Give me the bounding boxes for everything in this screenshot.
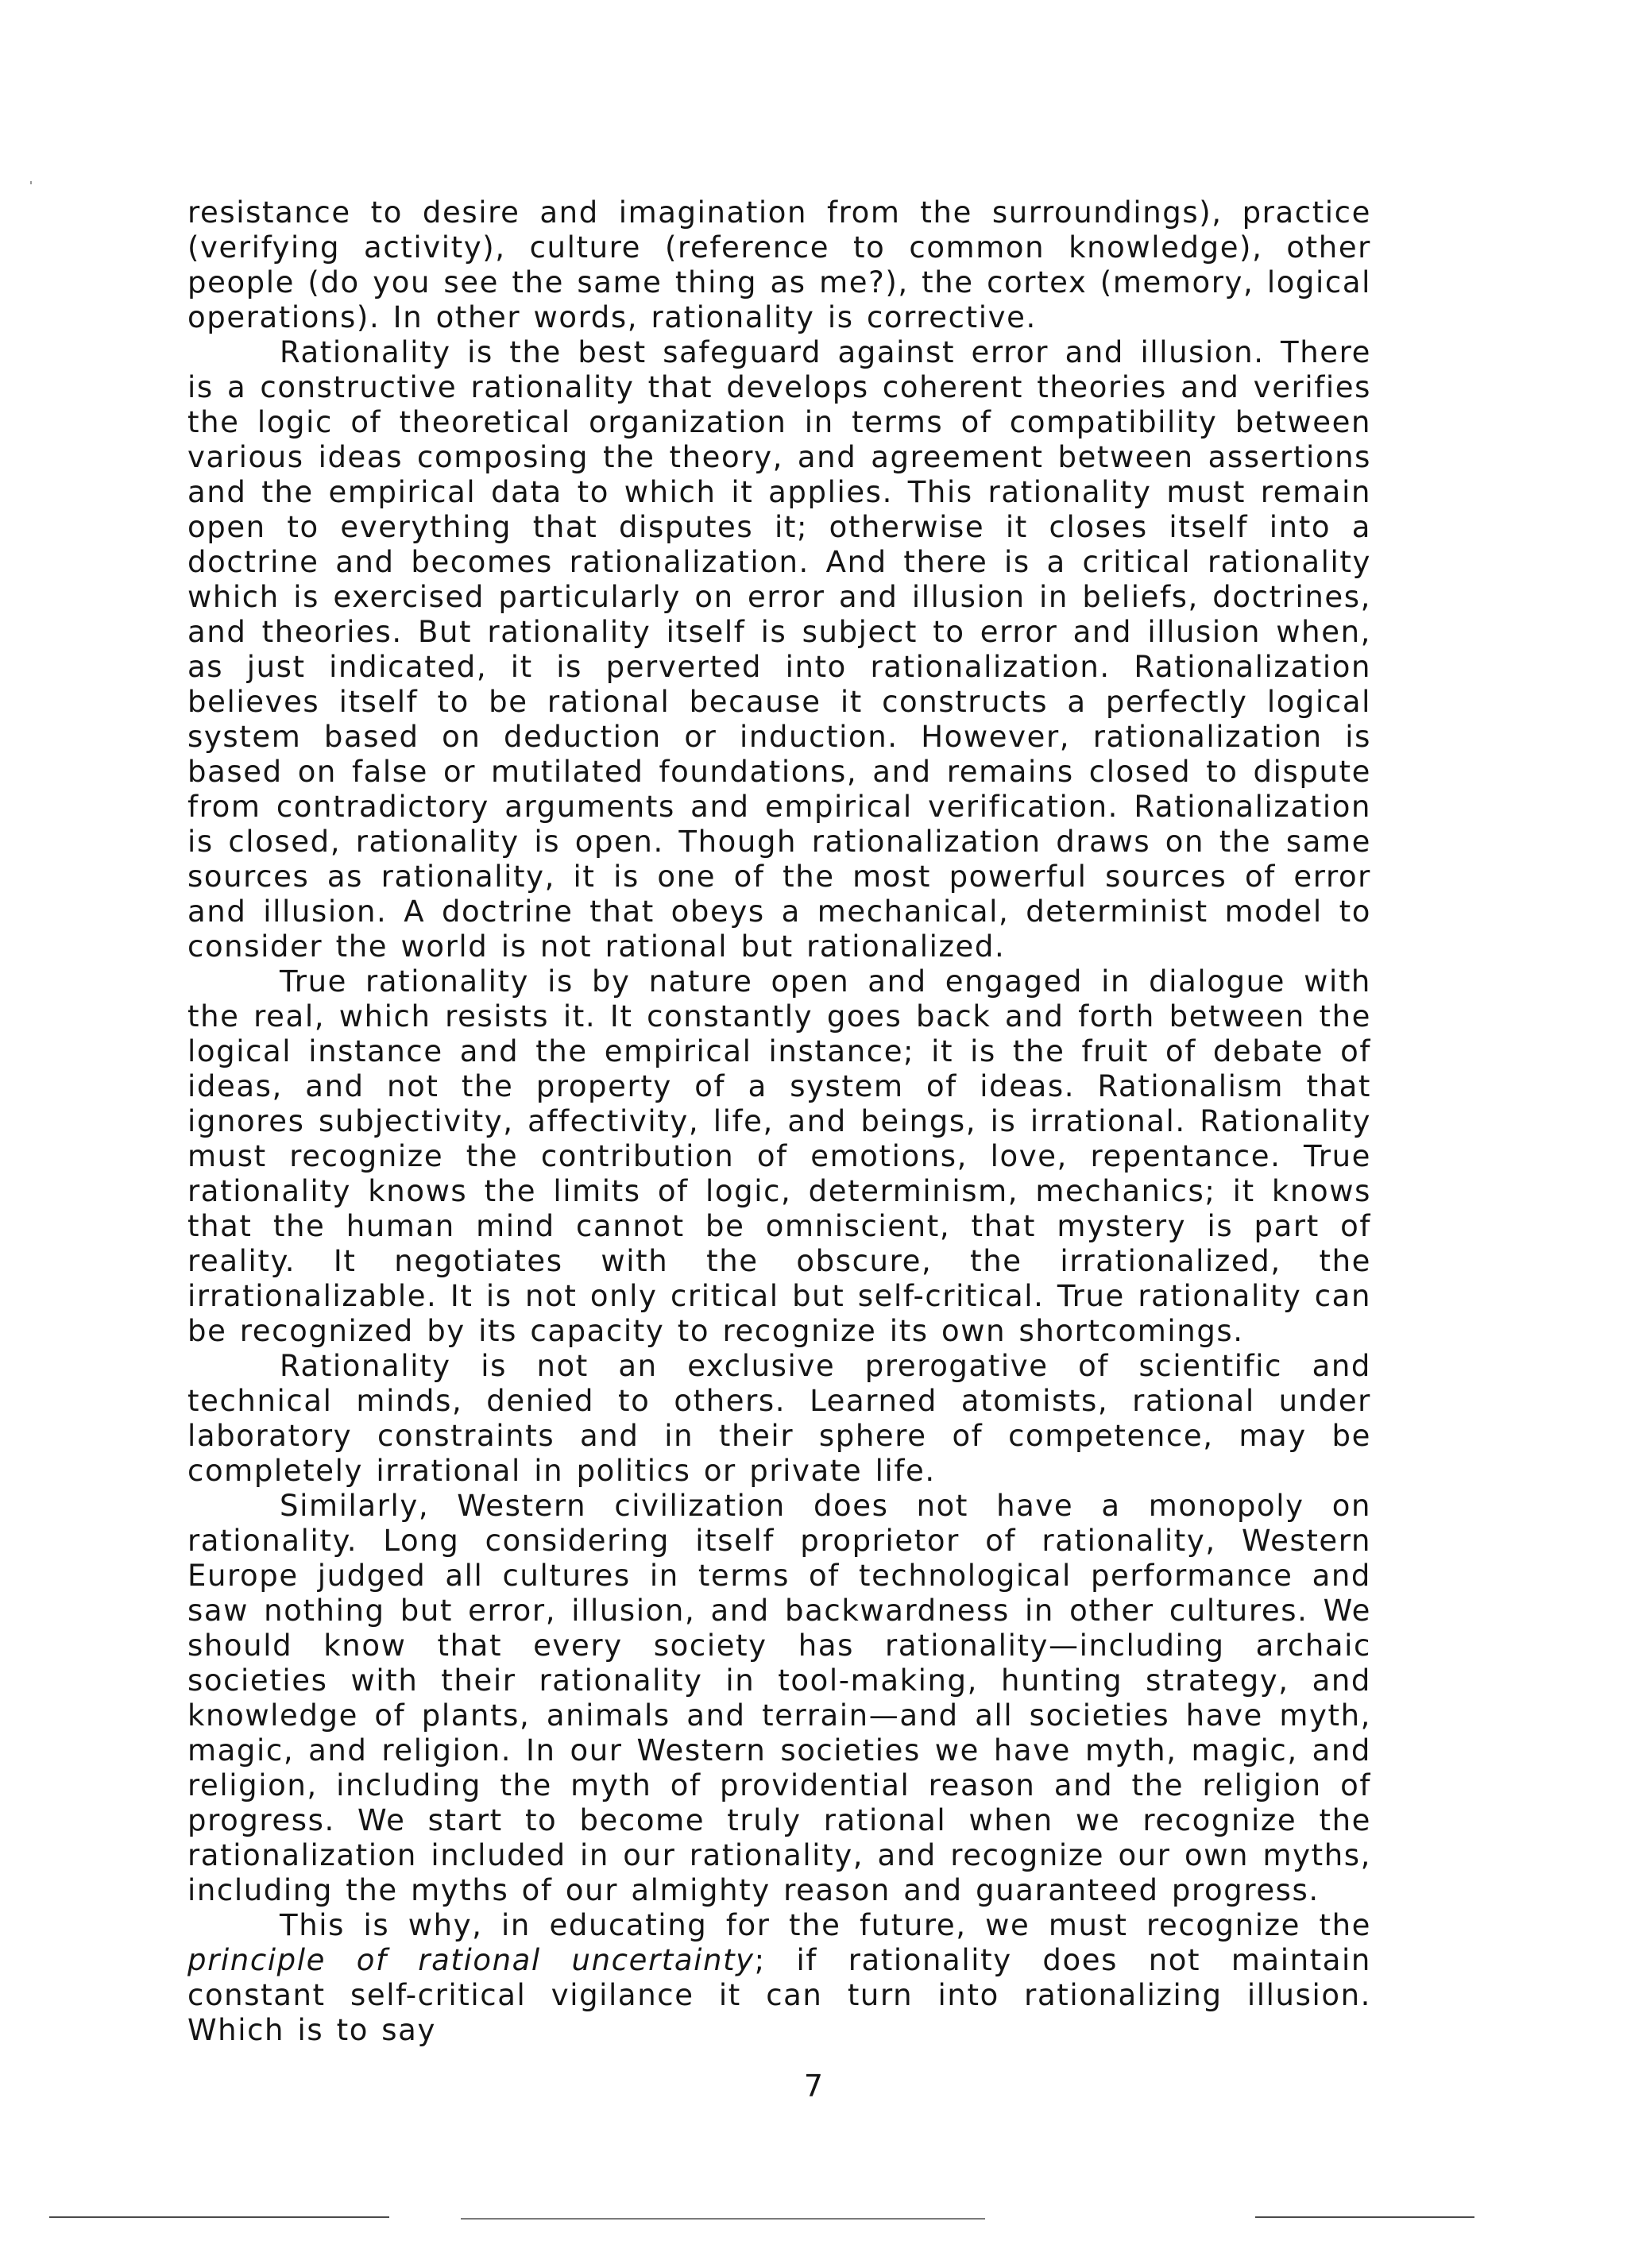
page-number: 7 — [803, 2069, 824, 2104]
body-text — [187, 195, 1371, 2048]
text-segment: resistance to desire and imagination from the surroundings), practice (verifying activity), culture (reference to common knowledge), other people (do you see the same thing as me?), the cortex (memory, logical operations). In other words, rationality is corrective. — [187, 195, 1371, 334]
paragraph — [187, 964, 1371, 1349]
text-segment: True rationality is by nature open and engaged in dialogue with the real, which resists it. It constantly goes back and forth between the logical instance and the empirical instance; it is the fruit of debate of ideas, and not the property of a system of ideas. Rationalism that ignores subjectivity, affectivity, life, and beings, is irrational. Rationality must recognize the contribution of emotions, love, repentance. True rationality knows the limits of logic, determinism, mechanics; it knows that the human mind cannot be omniscient, that mystery is part of reality. It negotiates with the obscure, the irrationalized, the irrationalizable. It is not only critical but self-critical. True rationality can be recognized by its capacity to recognize its own shortcomings. — [187, 964, 1371, 1348]
italic-term: principle of rational uncertainty — [187, 1943, 755, 1977]
footer-rule-center — [461, 2218, 985, 2220]
text-segment: Rationality is not an exclusive prerogative of scientific and technical minds, denied to others. Learned atomists, rational under laboratory constraints and in their sphere of competence, may be completely irrational in politics or private life. — [187, 1349, 1371, 1488]
paragraph — [187, 1489, 1371, 1908]
text-segment: Similarly, Western civilization does not have a monopoly on rationality. Long considering itself proprietor of rationality, Western Europe judged all cultures in terms of technological performance and saw nothing but error, illusion, and backwardness in other cultures. We should know that every society has rationality—including archaic societies with their rationality in tool-making, hunting strategy, and knowledge of plants, animals and terrain—and all societies have myth, magic, and religion. In our Western societies we have myth, magic, and religion, including the myth of providential reason and the religion of progress. We start to become truly rational when we recognize the rationalization included in our rationality, and recognize our own myths, including the myths of our almighty reason and guaranteed progress. — [187, 1489, 1371, 1907]
text-segment: ; if rationality does not maintain constant self-critical vigilance it can turn into rationalizing illusion. Which is to say — [187, 1943, 1371, 2047]
footer-rule-left — [49, 2216, 389, 2218]
paragraph — [187, 1349, 1371, 1489]
paragraph — [187, 1908, 1371, 2048]
footer-rule-right — [1255, 2216, 1474, 2218]
text-segment: This is why, in educating for the future, we must recognize the — [280, 1908, 1371, 1942]
paragraph — [187, 335, 1371, 964]
scan-speck — [30, 181, 32, 184]
text-segment: Rationality is the best safeguard against error and illusion. There is a constructive rationality that develops coherent theories and verifies the logic of theoretical organization in terms of compatibility between various ideas composing the theory, and agreement between assertions and the empirical data to which it applies. This rationality must remain open to everything that disputes it; otherwise it closes itself into a doctrine and becomes rationalization. And there is a critical rationality which is exercised particularly on error and illusion in beliefs, doctrines, and theories. But rationality itself is subject to error and illusion when, as just indicated, it is perverted into rationalization. Rationalization believes itself to be rational because it constructs a perfectly logical system based on deduction or induction. However, rationalization is based on false or mutilated foundations, and remains closed to dispute from contradictory arguments and empirical verification. Rationalization is closed, rationality is open. Though rationalization draws on the same sources as rationality, it is one of the most powerful sources of error and illusion. A doctrine that obeys a mechanical, determinist model to consider the world is not rational but rationalized. — [187, 335, 1371, 964]
paragraph — [187, 195, 1371, 335]
